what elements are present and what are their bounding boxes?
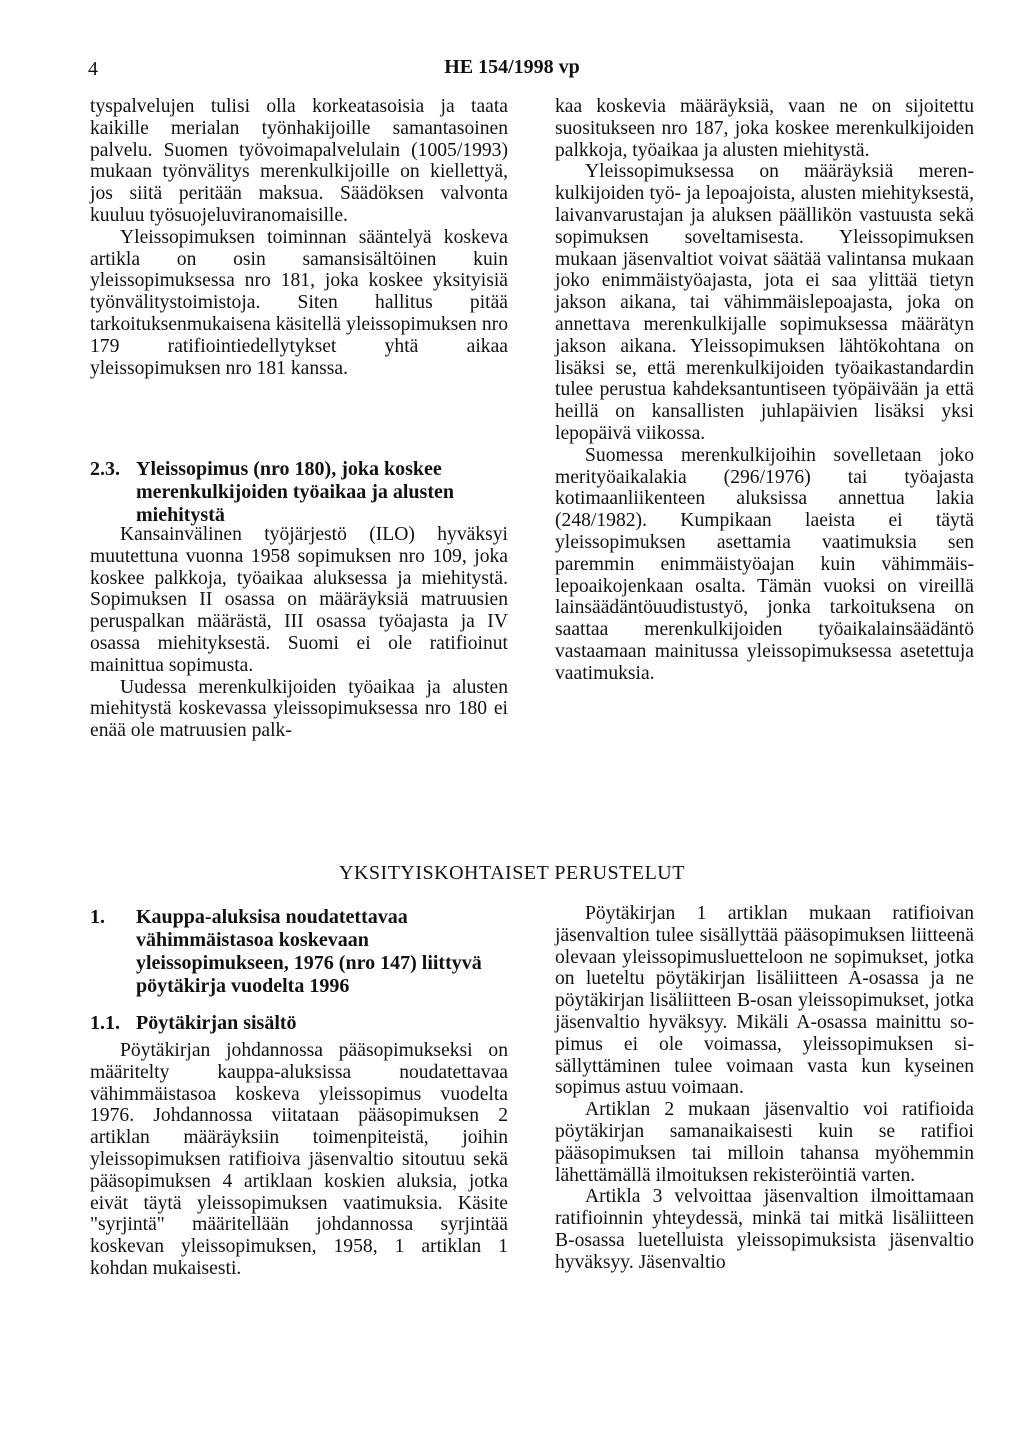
top-right-column bbox=[555, 96, 974, 685]
section-number: 1. bbox=[90, 906, 105, 928]
section-number: 1.1. bbox=[90, 1012, 120, 1034]
paragraph: Suomessa merenkulkijoihin sovelletaan joko merityöaikalakia (296/1976) tai työajasta kotimaanliikenteen aluksissa annettua lakia (248/1982). Kumpikaan laeista ei täytä yleissopimuksen asettamia vaatimuksia sen paremmin enimmäistyöajan kuin vähimmäislepoaikojenkaan osalta. Tämän vuoksi on vireillä lainsäädäntöuudistustyö, jonka tarkoituksena on saattaa merenkulkijoiden työaikalainsäädäntö vastaamaan mainitussa yleissopimuksessa asetettuja vaatimuksia. bbox=[555, 444, 974, 684]
bottom-left-column bbox=[90, 1040, 508, 1280]
running-head: HE 154/1998 vp bbox=[444, 56, 580, 78]
paragraph: Artiklan 2 mukaan jäsenvaltio voi ratifioida pöytäkirjan samanaikaisesti kuin se ratifioi pääsopimuksen tai milloin tahansa myöhemmin lähettämällä ilmoituksen rekisteröintiä varten. bbox=[555, 1099, 974, 1186]
top-left-column bbox=[90, 96, 508, 379]
page-number: 4 bbox=[88, 58, 98, 80]
section-2-3-body bbox=[90, 524, 508, 742]
section-2-3-heading bbox=[90, 458, 508, 527]
section-title: Kauppa-aluksisa noudatettavaa vähimmäistasoa koskevaan yleissopimukseen, 1976 (nro 147) liittyvä pöytäkirja vuodelta 1996 bbox=[136, 906, 482, 997]
section-title: Pöytäkirjan sisältö bbox=[136, 1012, 297, 1034]
section-number: 2.3. bbox=[90, 458, 120, 480]
paragraph: kaa koskevia määräyksiä, vaan ne on sijoitettu suositukseen nro 187, joka koskee merenkulkijoiden palkkoja, työaikaa ja alusten miehitystä. bbox=[555, 96, 974, 161]
paragraph: Yleissopimuksen toiminnan sääntelyä koskeva artikla on osin samansisältöinen kuin yleissopimuksessa nro 181, joka koskee yksityisiä työnvälitystoimistoja. Siten hallitus pitää tarkoituksenmukaisena käsitellä yleissopimuksen nro 179 ratifiointiedellytykset yhtä aikaa yleissopimuksen nro 181 kanssa. bbox=[90, 226, 508, 379]
paragraph: tyspalvelujen tulisi olla korkeatasoisia ja taata kaikille merialan työnhakijoille samantasoinen palvelu. Suomen työvoimapalvelulain (1005/1993) mukaan työnvälitys merenkulkijoille on kiellettyä, jos siitä peritään maksua. Säädöksen valvonta kuuluu työsuojeluviranomaisille. bbox=[90, 96, 508, 226]
paragraph: Uudessa merenkulkijoiden työaikaa ja alusten miehitystä koskevassa yleissopimuksessa nro 180 ei enää ole matruusien palk- bbox=[90, 676, 508, 742]
section-title-detail: YKSITYISKOHTAISET PERUSTELUT bbox=[339, 862, 685, 884]
paragraph: Pöytäkirjan 1 artiklan mukaan ratifioivan jäsenvaltion tulee sisällyttää pääsopimuksen liitteenä olevaan yleissopimusluetteloon ne sopimukset, jotka on lueteltu pöytäkirjan lisäliitteen A-osassa ja ne pöytäkirjan lisäliitteen B-osan yleissopimukset, jotka jäsenvaltio hyväksyy. Mikäli A-osassa mainittu sopimus ei ole voimassa, yleissopimuksen sisällyttäminen tulee voimaan vasta kun kyseinen sopimus astuu voimaan. bbox=[555, 903, 974, 1099]
bottom-right-column bbox=[555, 903, 974, 1274]
paragraph: Kansainvälinen työjärjestö (ILO) hyväksyi muutettuna vuonna 1958 sopimuksen nro 109, joka koskee palkkoja, työaikaa aluksessa ja miehitystä. Sopimuksen II osassa on määräyksiä matruusien peruspalkan määrästä, III osassa työajasta ja IV osassa miehityksestä. Suomi ei ole ratifioinut mainittua sopimusta. bbox=[90, 524, 508, 676]
section-1-1-heading bbox=[90, 1012, 508, 1035]
section-1-heading bbox=[90, 906, 510, 998]
paragraph: Artikla 3 velvoittaa jäsenvaltion ilmoittamaan ratifioinnin yhteydessä, minkä tai mitkä lisäliitteen B-osassa luetelluista yleissopimuksista jäsenvaltio hyväksyy. Jäsenvaltio bbox=[555, 1186, 974, 1273]
section-title: Yleissopimus (nro 180), joka koskee merenkulkijoiden työaikaa ja alusten miehitystä bbox=[136, 458, 454, 526]
paragraph: Pöytäkirjan johdannossa pääsopimukseksi on määritelty kauppa-aluksissa noudatettavaa vähimmäistasoa koskeva yleissopimus vuodelta 1976. Johdannossa viitataan pääsopimuksen 2 artiklan määräyksiin toimenpiteistä, joihin yleissopimuksen ratifioiva jäsenvaltio sitoutuu sekä pääsopimuksen 4 artiklaan koskien aluksia, jotka eivät täytä yleissopimuksen vaatimuksia. Käsite "syrjintä" määritellään johdannossa syrjintää koskevan yleissopimuksen, 1958, 1 artiklan 1 kohdan mukaisesti. bbox=[90, 1040, 508, 1279]
paragraph: Yleissopimuksessa on määräyksiä merenkulkijoiden työ- ja lepoajoista, alusten miehityksestä, laivanvarustajan ja aluksen päällikön vastuusta sekä sopimuksen soveltamisesta. Yleissopimuksen mukaan jäsenvaltiot voivat säätää valintansa mukaan joko enimmäistyöajasta, jota ei saa ylittää tietyn jakson aikana, tai vähimmäislepoajasta, joka on annettava merenkulkijalle sopimuksessa määrätyn jakson aikana. Yleissopimuksen lähtökohtana on lisäksi se, että merenkulkijoiden työaikastandardin tulee perustua kahdeksantuntiseen työpäivään ja että heillä on kansallisten juhlapäivien lisäksi yksi lepopäivä viikossa. bbox=[555, 161, 974, 444]
